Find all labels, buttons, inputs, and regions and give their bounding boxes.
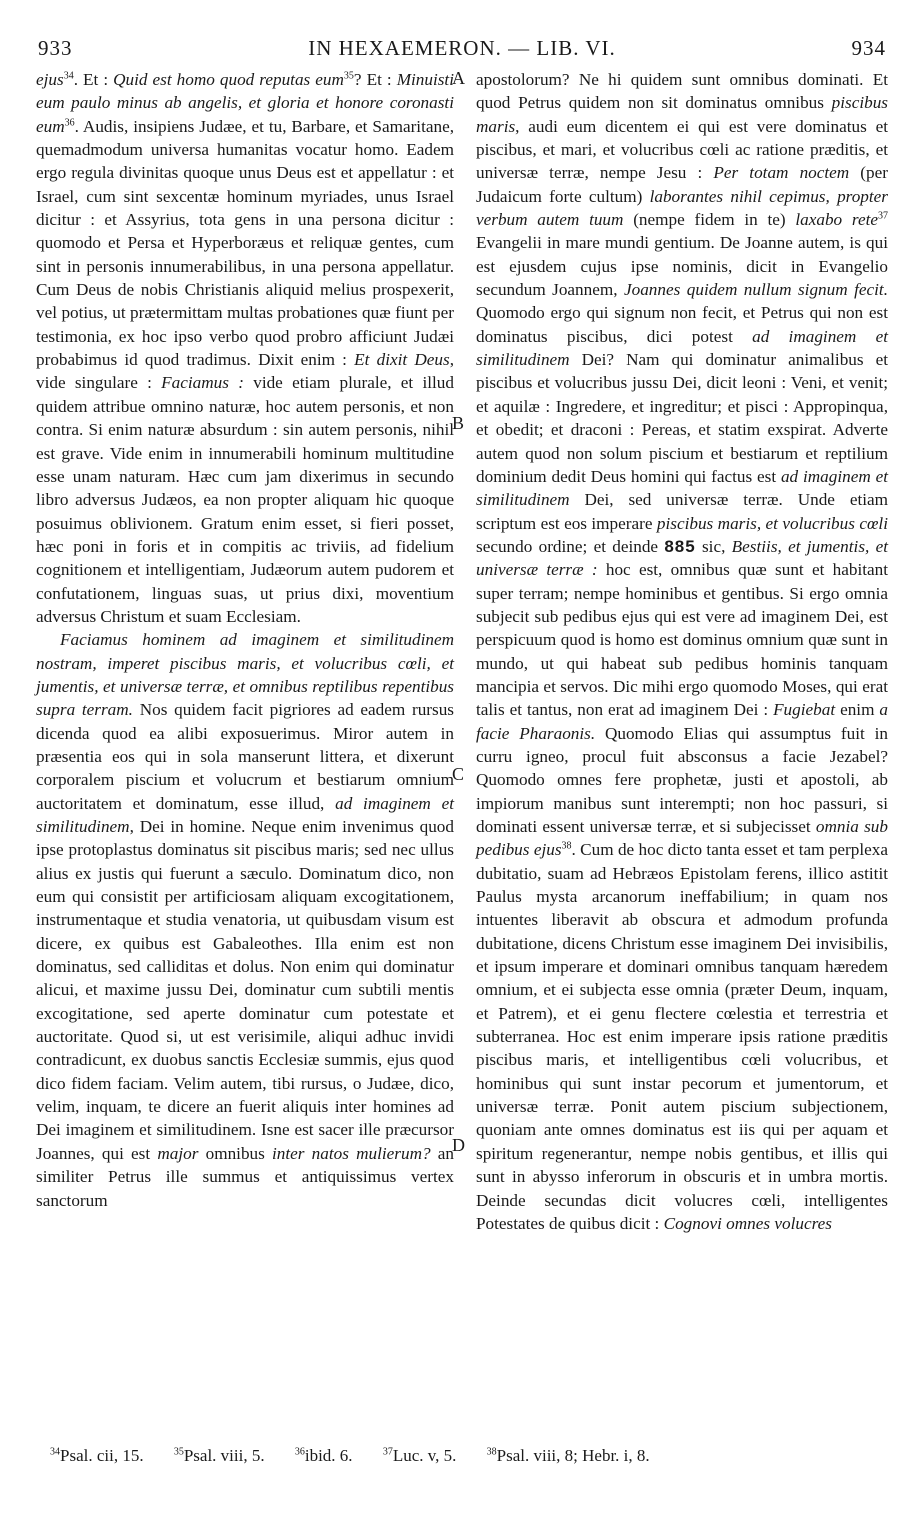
margin-mark-b: B xyxy=(452,413,465,433)
page-number-right: 934 xyxy=(851,36,886,60)
footnote: $^{35}$Psal. viii, 5. xyxy=(173,1446,265,1465)
footnote: $^{34}$Psal. cii, 15. xyxy=(50,1446,144,1465)
footnote: $^{38}$Psal. viii, 8; Hebr. i, 8. xyxy=(486,1446,650,1465)
footnotes xyxy=(50,1446,870,1466)
edition-column-number: 885 xyxy=(664,536,696,556)
note-ref: 38 xyxy=(561,840,572,852)
note-ref: 34 xyxy=(63,70,74,82)
paragraph: ejus$^{34}$. Et : Quid est homo quod reputas eum$^{35}$? Et : Minuisti eum paulo minus ab angelis, et gloria et honore coronasti eum$^{36}$. Audis, insipiens Judæe, et tu, Barbare, et Samaritane, quemadmodum universa humanitas vocatur homo. Eadem ergo regula divinitas quoque unus Deus est et appellatur : et Israel, cum sint sexcentæ hominum myriades, unus Israel dicitur : et Assyrius, tota gens in una persona dicitur : quomodo et Persa et Hyperboræus et reliquæ gentes, cum sint in personis innumerabilibus, in una persona appellatur. Cum Deus de nobis Christianis aliquid melius prospexerit, vel potius, ut prætermittam multas probationes quæ fiunt per testimonia, ex hoc ipso verbo quod probro afficiunt Judæi probabimus id quod tradimus. Dixit enim : Et dixit Deus, vide singulare : Faciamus : vide etiam plurale, et illud quidem attribue omnino naturæ, hoc autem personis, et non contra. Si enim naturæ absurdum : sin autem personis, nihil est grave. Vide enim in innumerabili hominum multitudine esse unam naturam. Hæc cum jam dixerimus in secundo libro adversus Judæos, ea non propter aliquam hic quoque posuimus oblivionem. Gratum enim esset, si fieri posset, hæc poni in foris et in compitis ac triviis, ad fidelium cognitionem et intelligentiam, Judæorum autem pudorem et confutationem, linguas suas, ut prius dixi, moventium adversus Christum et suam Ecclesiam. xyxy=(36,70,454,626)
page-header xyxy=(38,36,886,66)
left-column xyxy=(36,68,454,1212)
margin-mark-d: D xyxy=(452,1135,465,1155)
page-number-left: 933 xyxy=(38,36,73,60)
running-title: IN HEXAEMERON. — LIB. VI. xyxy=(308,36,616,60)
paragraph: apostolorum? Ne hi quidem sunt omnibus dominati. Et quod Petrus quidem non sit dominatus omnibus piscibus maris, audi eum dicentem ei qui est vere dominatus et piscibus, et mari, et volucribus cœli ac ratione præditis, et universæ terræ, nempe Jesu : Per totam noctem (per Judaicum forte cultum) laborantes nihil cepimus, propter verbum autem tuum (nempe fidem in te) laxabo rete$^{37}$ Evangelii in mare mundi gentium. De Joanne autem, is qui est ejusdem cujus ipse nominis, dicit in Evangelio secundum Joannem, Joannes quidem nullum signum fecit. Quomodo ergo qui signum non fecit, et Petrus qui non est dominatus piscibus, dici potest ad imaginem et similitudinem Dei? Nam qui dominatur animalibus et piscibus et volucribus jussu Dei, dicit leoni : Veni, et venit; et aquilæ : Ingredere, et ingreditur; et pisci : Appropinqua, et obedit; et draconi : Pereas, et statim exspirat. Adverte autem quod non solum piscium et bestiarum et reptilium dominium dedit Deus homini qui factus est ad imaginem et similitudinem Dei, sed universæ terræ. Unde etiam scriptum est eos imperare piscibus maris, et volucribus cœli secundo ordine; et deinde 885 sic, Bestiis, et jumentis, et universæ terræ : hoc est, omnibus quæ sunt et habitant super terram; nempe hominibus et gentibus. Si ergo omnia subjecit sub pedibus ejus qui est vere ad imaginem Dei, est perspicuum quod is homo est dominus omnium quæ sunt in mundo, ut qui habeat sub pedibus hominis tanquam mancipia et servos. Dic mihi ergo quomodo Moses, qui erat talis et tantus, non erat ad imaginem Dei : Fugiebat enim a facie Pharaonis. Quomodo Elias qui assumptus fuit in curru igneo, procul fuit absconsus a facie Jezabel? Quomodo omnes fere prophetæ, justi et apostoli, ab impiorum manibus sunt interempti; non hoc passuri, si dominati essent universæ terræ, et si subjecisset omnia sub pedibus ejus$^{38}$. Cum de hoc dicto tanta esset et tam perplexa dubitatio, suam ad Hebræos Epistolam ferens, illico astitit Paulus mysta arcanorum ineffabilium; in quam nos intuentes liberavit ab obscura et admodum profunda dubitatione, dicens Christum esse imaginem Dei invisibilis, et ipsum imperare et dominari omnibus tanquam hæredem omnium, et ei subjecta esse omnia (præter Deum, inquam, et Patrem), et ei genu flectere cœlestia et terrestria et subterranea. Hoc est enim imperare ipsis ratione præditis piscibus maris, et intelligentibus cœli volucribus, et hominibus qui sunt instar pecorum et jumentorum, et universæ terræ. Ponit autem piscium subjectionem, quoniam ante omnes dominatus est iis qui per aquam et spiritum regenerantur, nempe nobis gentibus, et illis qui sunt in abysso inferorum in obscuris et in umbra mortis. Deinde secundas dicit volucres cœli, intelligentes Potestates de quibus dicit : Cognovi omnes volucres xyxy=(476,70,888,1233)
note-ref: 35 xyxy=(343,70,354,82)
margin-mark-a: A xyxy=(452,68,465,88)
paragraph: Faciamus hominem ad imaginem et similitudinem nostram, imperet piscibus maris, et volucribus cœli, et jumentis, et universæ terræ, et omnibus reptilibus repentibus supra terram. Nos quidem facit pigriores ad eadem rursus dicenda quod ea alibi exposuerimus. Miror autem in præsentia eos qui in sola manserunt littera, et dixerunt corporalem piscium et volucrum et bestiarum omnium auctoritatem et dominatum, esse illud, ad imaginem et similitudinem, Dei in homine. Neque enim invenimus quod ipse protoplastus dominatus sit piscibus maris; sed nec ullus alius ex justis qui fuerunt a sæculo. Dominatum dico, non eum qui consistit per artificiosam aliquam excogitationem, instrumentaque et studia venatoria, ut quibusdam visum est dicere, ex quibus est Gabaleothes. Illa enim est non dominatus, sed calliditas et dolus. Non enim qui dominatur alicui, et maxime jussu Dei, dominatur cum subtili mentis excogitatione, sed aperte dominatur cum potestate et auctoritate. Quod si, ut est verisimile, aliqui adhuc invidi contradicunt, ex duobus sanctis Ecclesiæ summis, ejus quod dico fidem faciam. Velim autem, tibi rursus, o Judæe, dico, velim, inquam, te dicere an fuerit aliquis inter homines ad Dei imaginem et similitudinem. Isne est sacer ille præcursor Joannes, qui est major omnibus inter natos mulierum? an similiter Petrus ille summus et antiquissimus vertex sanctorum xyxy=(36,630,454,1210)
note-ref: 37 xyxy=(878,210,888,222)
right-column xyxy=(476,68,888,1235)
footnote: $^{37}$Luc. v, 5. xyxy=(382,1446,457,1465)
margin-mark-c: C xyxy=(452,764,465,784)
footnote: $^{36}$ibid. 6. xyxy=(294,1446,353,1465)
note-ref: 36 xyxy=(64,116,75,128)
